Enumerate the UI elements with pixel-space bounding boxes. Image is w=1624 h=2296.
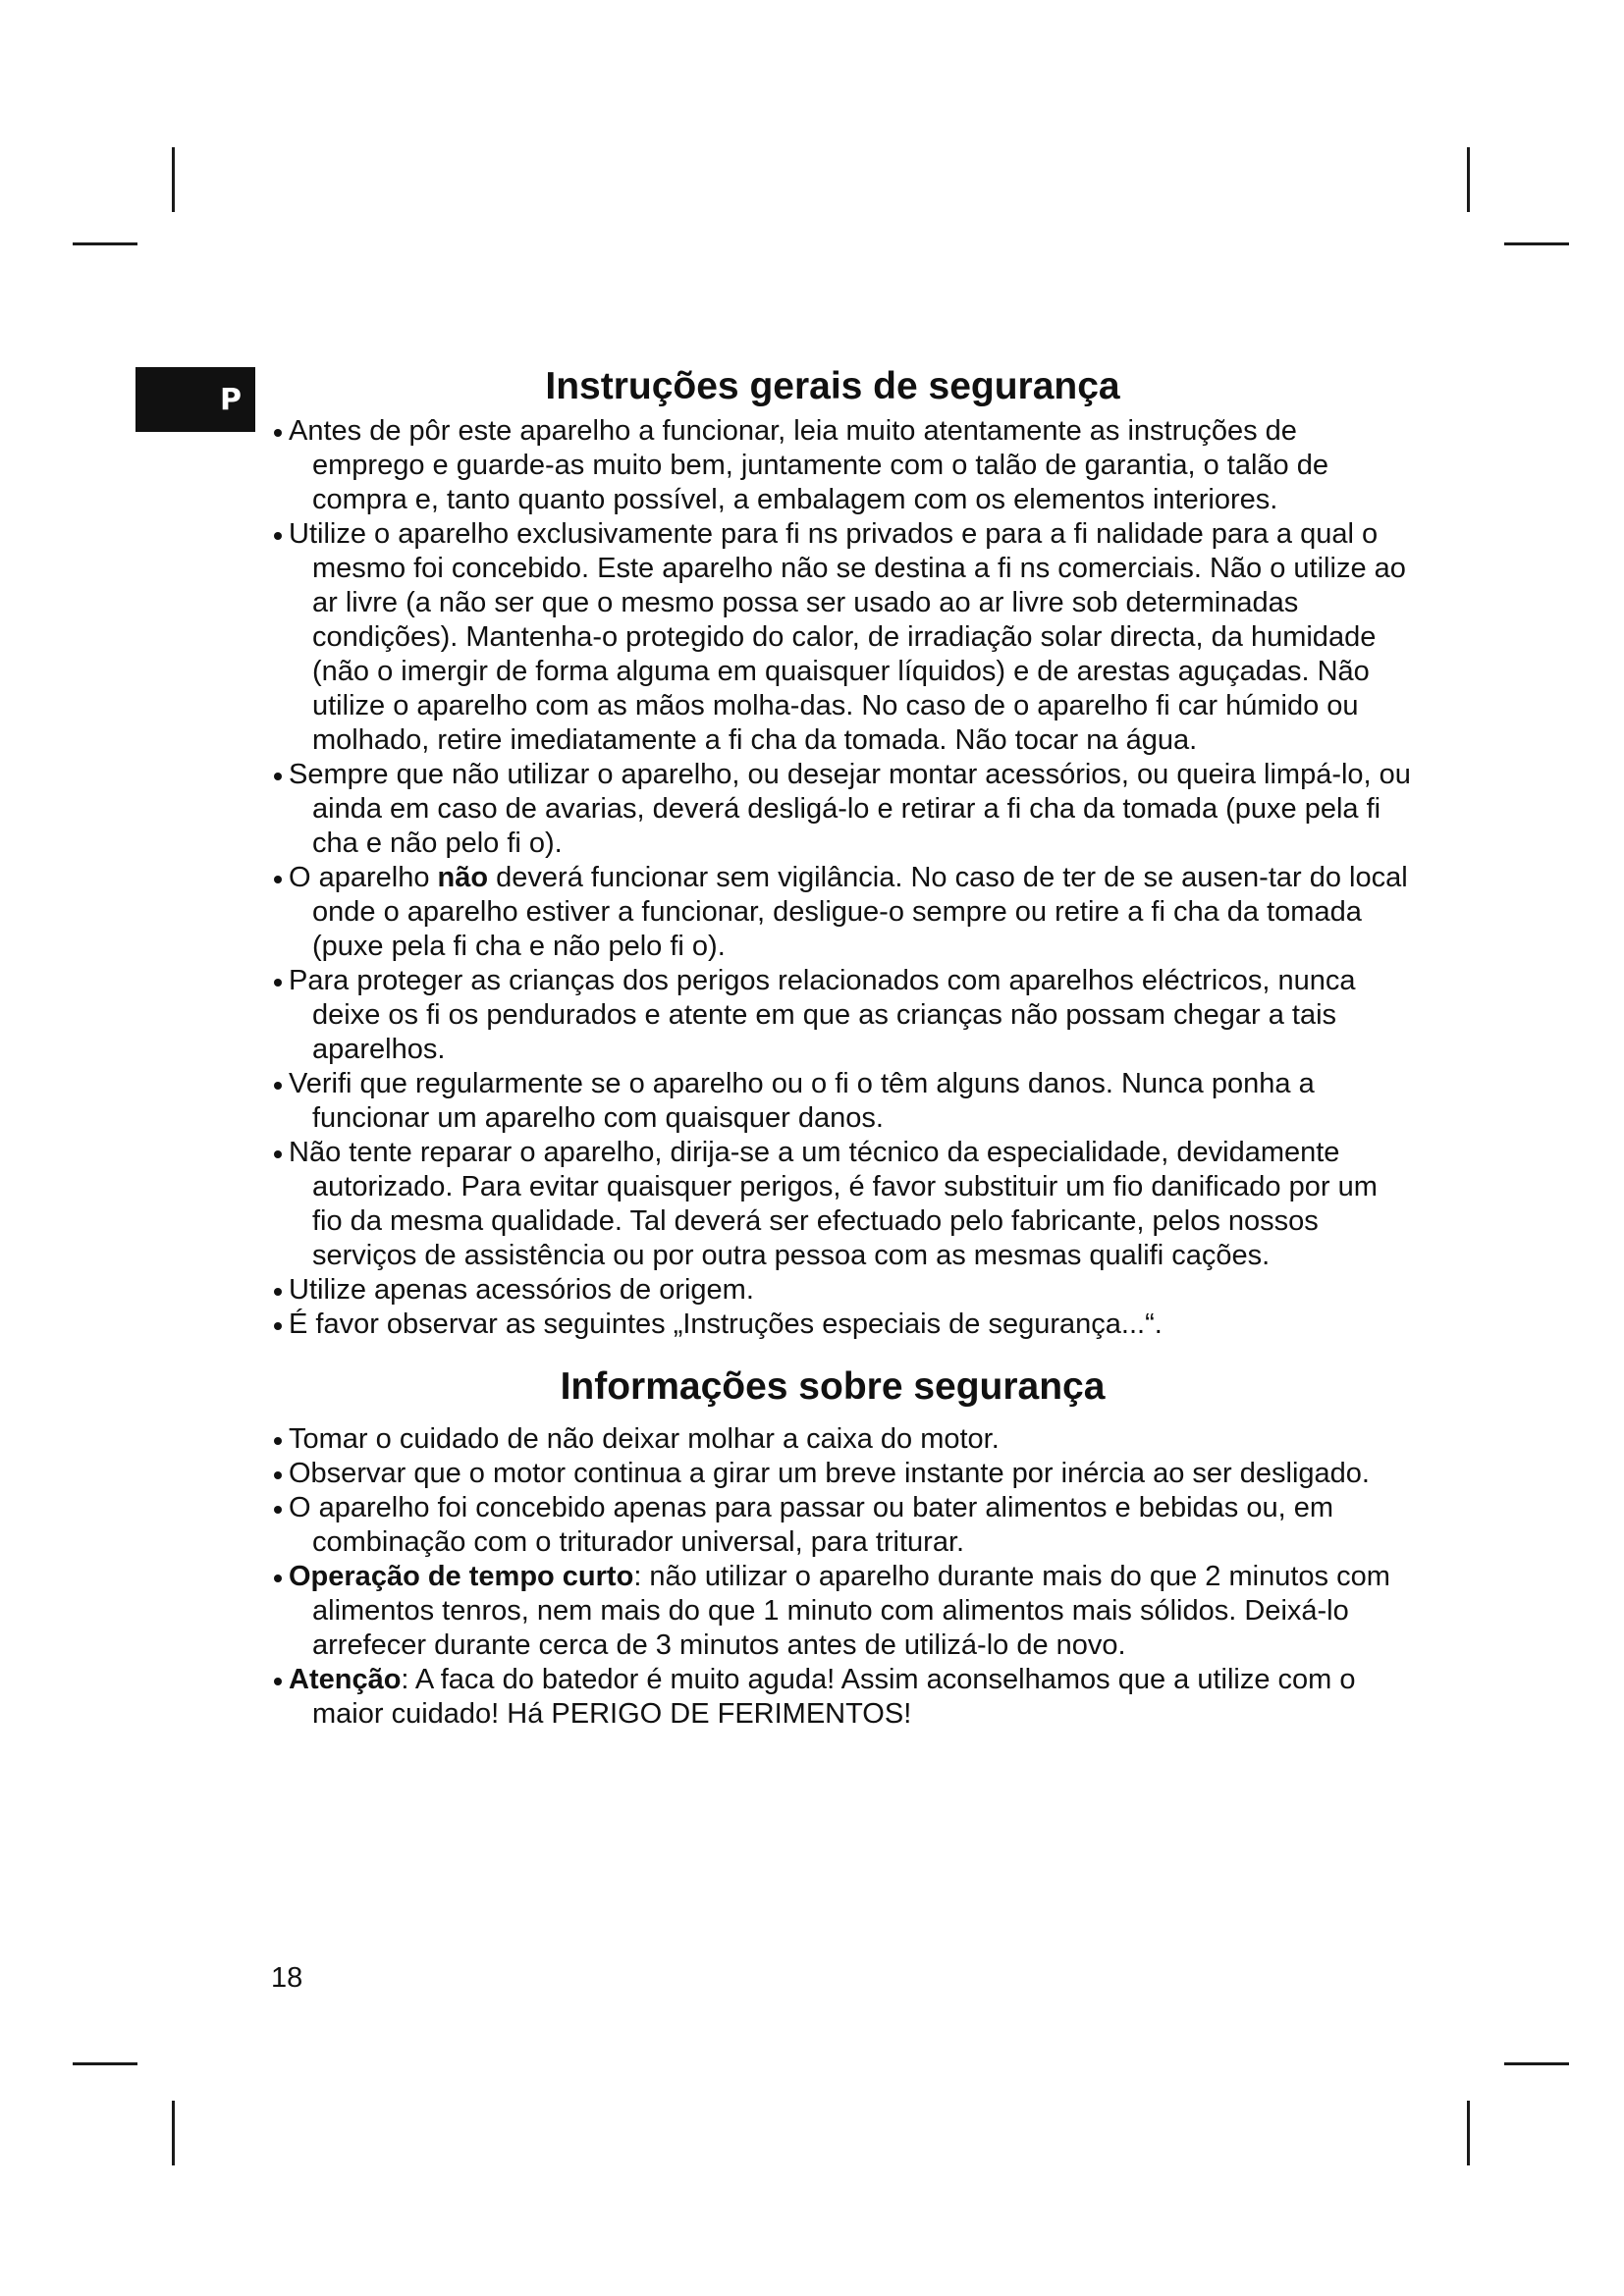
section-title-safety-information: Informações sobre segurança	[560, 1365, 1106, 1408]
list-item-text	[289, 1664, 1356, 1730]
list-item	[263, 964, 1412, 1067]
list-item	[263, 1422, 1412, 1457]
list-item-text: Para proteger as crianças dos perigos relacionados com aparelhos eléctricos, nunca deixe os fi os pendurados e atente em que as crianças não possam chegar a tais aparelhos.	[289, 965, 1356, 1065]
list-item-text: Sempre que não utilizar o aparelho, ou desejar montar acessórios, ou queira limpá-lo, ou ainda em caso de avarias, deverá desligá-lo e retirar a fi cha da tomada (puxe pela fi cha e não pelo fi o).	[289, 759, 1411, 859]
crop-mark	[172, 147, 175, 212]
list-item-text	[289, 1561, 1390, 1661]
list-item	[263, 1663, 1412, 1732]
list-item-text: Utilize apenas acessórios de origem.	[289, 1274, 754, 1306]
crop-mark	[1467, 147, 1470, 212]
list-item	[263, 1560, 1412, 1663]
list-item	[263, 758, 1412, 861]
list-item	[263, 1457, 1412, 1491]
list-item	[263, 517, 1412, 758]
list-item-text-post: : não utilizar o aparelho durante mais do que 2 minutos com alimentos tenros, nem mais do que 1 minuto com alimentos mais sólidos. Deixá-lo arrefecer durante cerca de 3 minutos antes de utilizá-lo de novo.	[312, 1561, 1390, 1661]
page-content	[263, 359, 1412, 1732]
list-item	[263, 861, 1412, 964]
general-safety-list	[263, 414, 1412, 1342]
crop-mark	[73, 242, 137, 245]
list-item-text: É favor observar as seguintes „Instruções especiais de segurança...“.	[289, 1308, 1163, 1340]
list-item	[263, 1067, 1412, 1136]
list-item-text: Verifi que regularmente se o aparelho ou o fi o têm alguns danos. Nunca ponha a funcionar um aparelho com quaisquer danos.	[289, 1068, 1315, 1134]
list-item-text: O aparelho foi concebido apenas para passar ou bater alimentos e bebidas ou, em combinação com o triturador universal, para triturar.	[289, 1492, 1334, 1558]
crop-mark	[73, 2062, 137, 2065]
list-item-text: Utilize o aparelho exclusivamente para fi ns privados e para a fi nalidade para a qual o mesmo foi concebido. Este aparelho não se destina a fi ns comerciais. Não o utilize ao ar livre (a não ser que o mesmo possa ser usado ao ar livre sob determinadas condições). Mantenha-o protegido do calor, de irradiação solar directa, da humidade (não o imergir de forma alguma em quaisquer líquidos) e de arestas aguçadas. Não utilize o aparelho com as mãos molha-das. No caso de o aparelho fi car húmido ou molhado, retire imediatamente a fi cha da tomada. Não tocar na água.	[289, 518, 1406, 756]
safety-information-list	[263, 1422, 1412, 1732]
list-item-text	[289, 862, 1408, 962]
list-item-emphasis: não	[437, 862, 489, 893]
list-item	[263, 1273, 1412, 1308]
list-item-emphasis: Atenção	[289, 1664, 402, 1695]
language-tab: P	[135, 367, 255, 432]
list-item	[263, 1308, 1412, 1342]
list-item-text-post: deverá funcionar sem vigilância. No caso de ter de se ausen-tar do local onde o aparelho estiver a funcionar, desligue-o sempre ou retire a fi cha da tomada (puxe pela fi cha e não pelo fi o).	[312, 862, 1408, 962]
list-item-text: Observar que o motor continua a girar um breve instante por inércia ao ser desligado.	[289, 1458, 1370, 1489]
page-number: 18	[271, 1962, 303, 1994]
list-item-emphasis: Operação de tempo curto	[289, 1561, 634, 1592]
list-item	[263, 1491, 1412, 1560]
crop-mark	[1504, 242, 1569, 245]
crop-mark	[1467, 2101, 1470, 2165]
list-item-text-post: : A faca do batedor é muito aguda! Assim aconselhamos que a utilize com o maior cuidado! Há PERIGO DE FERIMENTOS!	[312, 1664, 1356, 1730]
list-item-text: Não tente reparar o aparelho, dirija-se a um técnico da especialidade, devidamente autorizado. Para evitar quaisquer perigos, é favor substituir um fio danificado por um fio da mesma qualidade. Tal deverá ser efectuado pelo fabricante, pelos nossos serviços de assistência ou por outra pessoa com as mesmas qualifi cações.	[289, 1137, 1378, 1271]
list-item-text-pre: O aparelho	[289, 862, 438, 893]
list-item-text: Tomar o cuidado de não deixar molhar a caixa do motor.	[289, 1423, 1000, 1455]
list-item-text: Antes de pôr este aparelho a funcionar, leia muito atentamente as instruções de emprego e guarde-as muito bem, juntamente com o talão de garantia, o talão de compra e, tanto quanto possível, a embalagem com os elementos interiores.	[289, 415, 1328, 515]
crop-mark	[172, 2101, 175, 2165]
list-item	[263, 414, 1412, 517]
crop-mark	[1504, 2062, 1569, 2065]
list-item	[263, 1136, 1412, 1273]
section-title-general-safety: Instruções gerais de segurança	[545, 365, 1120, 407]
